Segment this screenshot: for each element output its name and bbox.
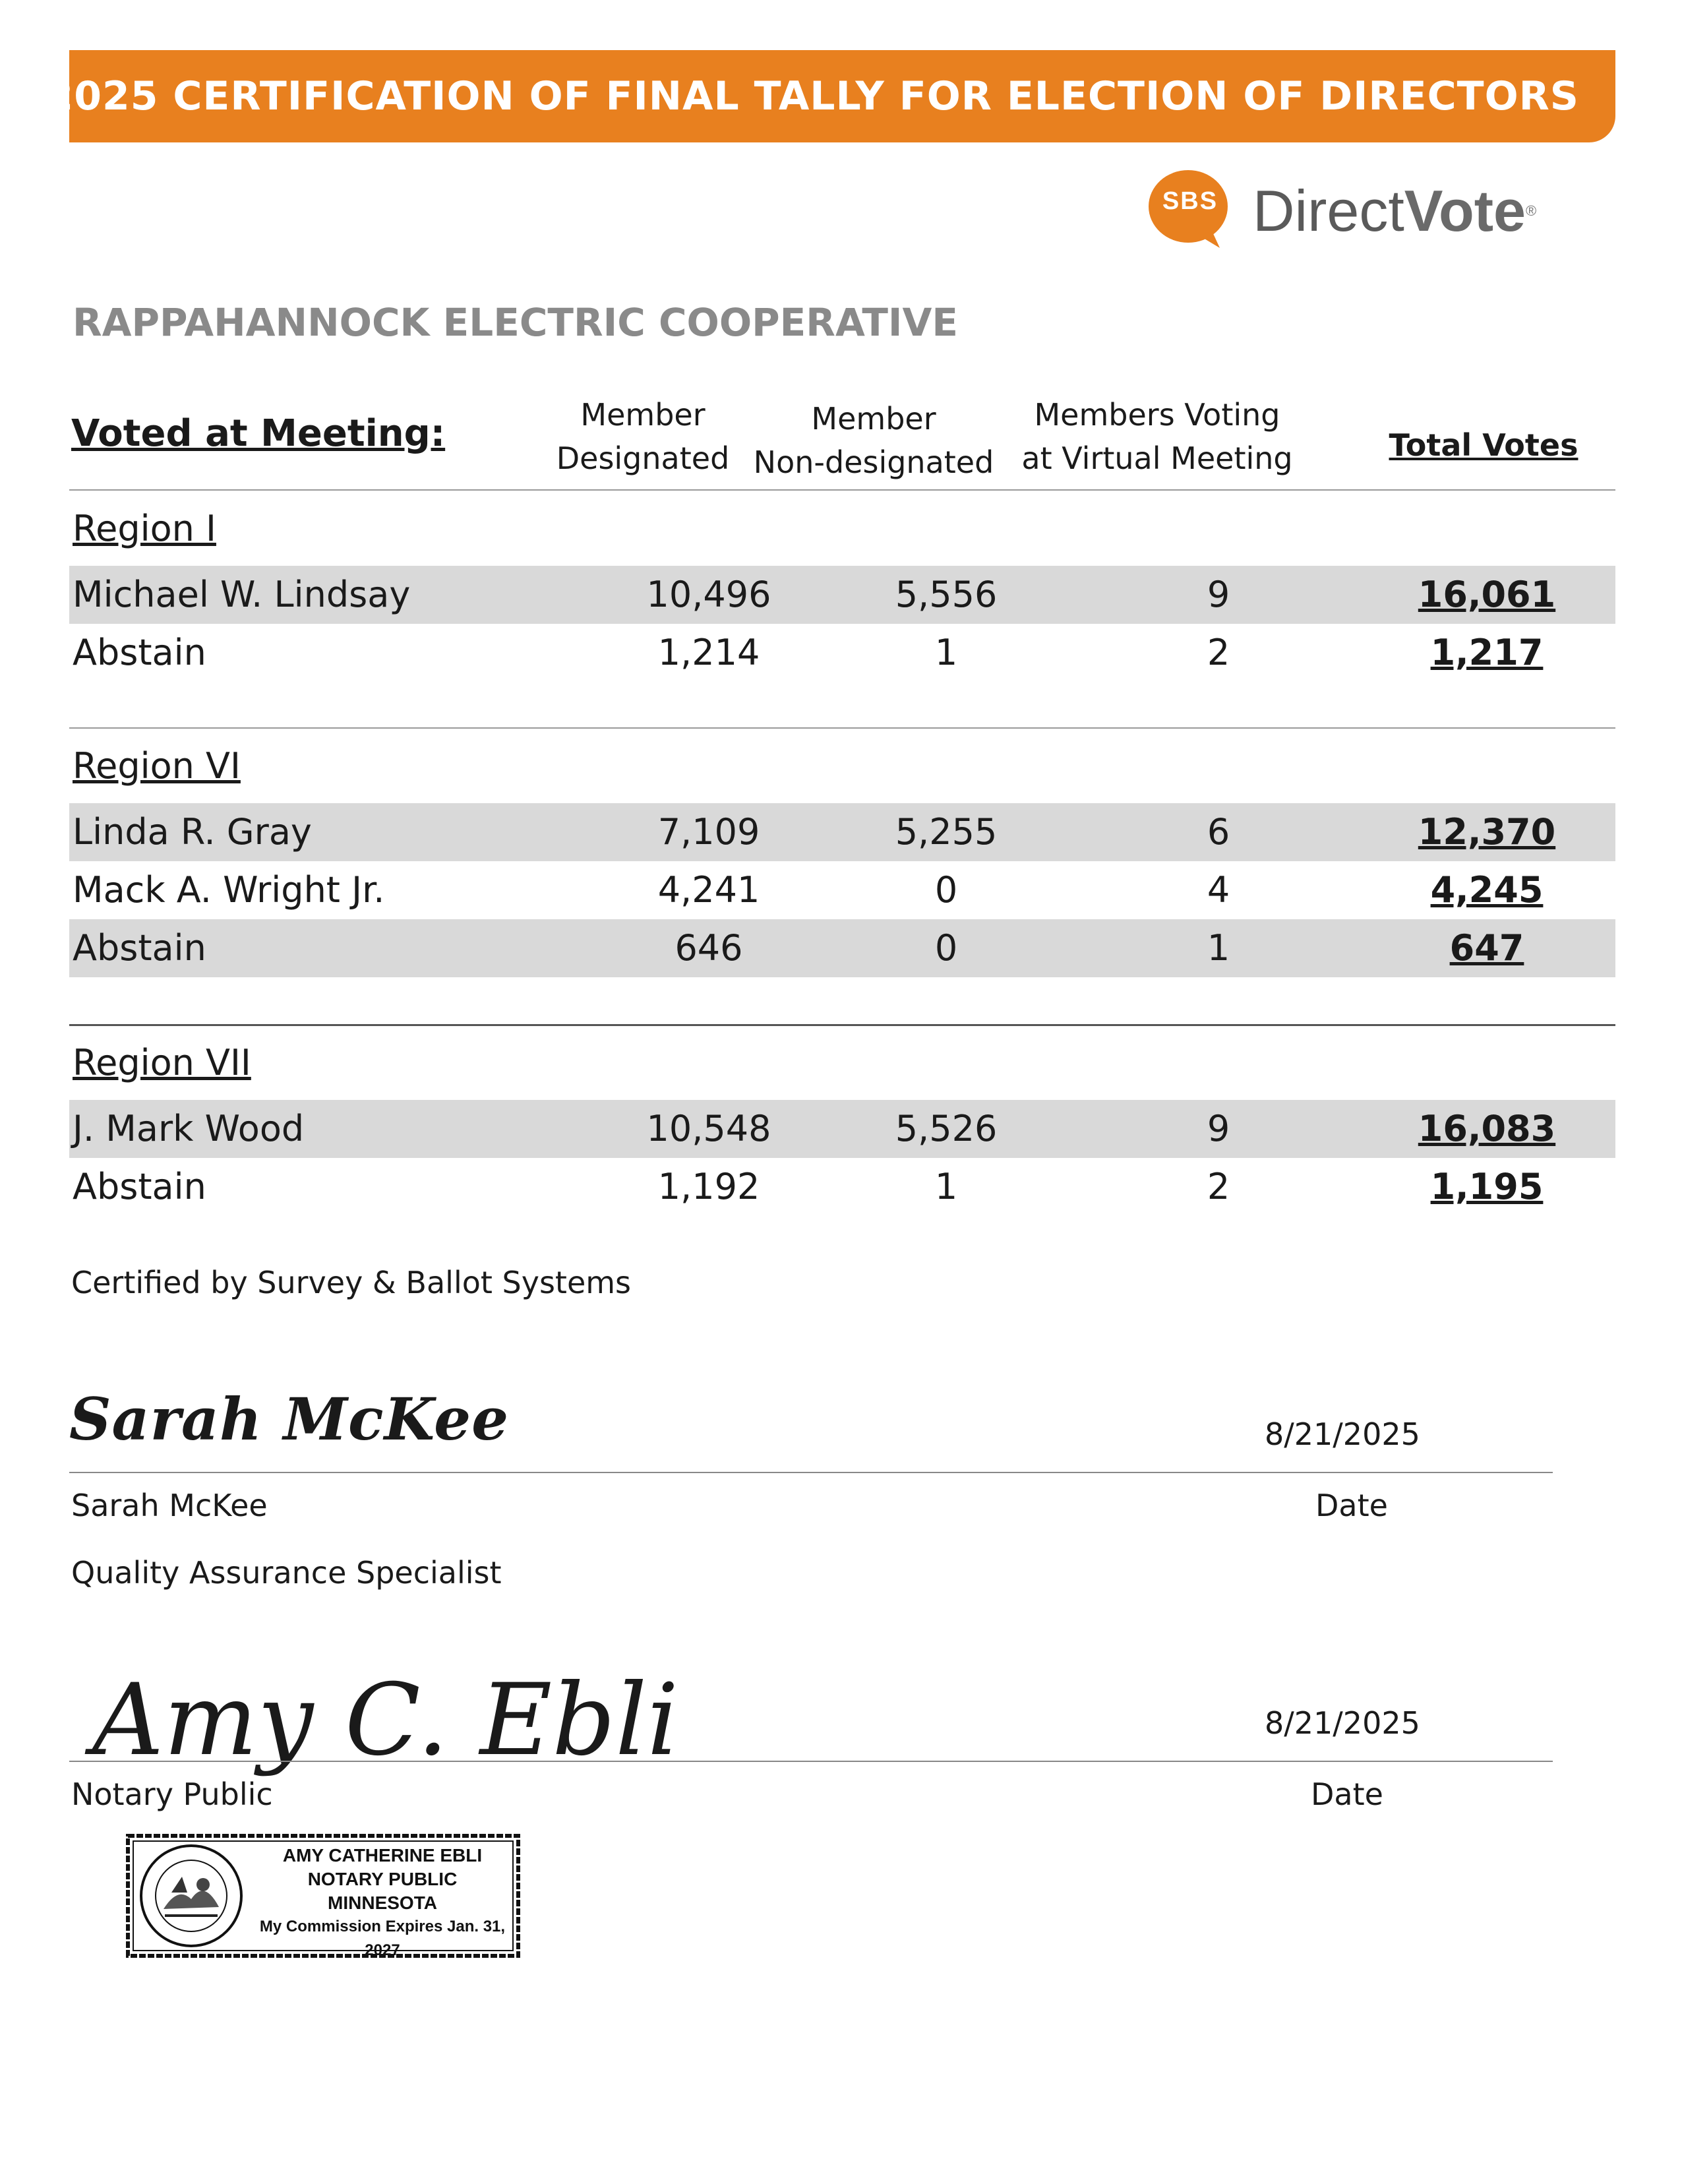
designated-votes: 7,109	[657, 811, 760, 853]
signature-text: Amy C. Ebli	[92, 1663, 679, 1778]
total-votes: 12,370	[1418, 811, 1556, 853]
signer-title: Quality Assurance Specialist	[71, 1555, 502, 1591]
candidate-name: Mack A. Wright Jr.	[73, 869, 385, 911]
column-header-line: Member	[580, 397, 706, 433]
non-designated-votes: 5,556	[895, 574, 998, 615]
total-votes: 16,083	[1418, 1108, 1556, 1149]
virtual-votes: 2	[1207, 1166, 1230, 1207]
notary-seal-stamp	[125, 1833, 521, 1958]
signature-amy-ebli	[92, 1655, 679, 1794]
virtual-votes: 9	[1207, 574, 1230, 615]
designated-votes: 1,214	[657, 632, 760, 673]
virtual-votes: 2	[1207, 632, 1230, 673]
candidate-name: Abstain	[73, 927, 206, 969]
notary-signature-line	[69, 1761, 1553, 1762]
designated-votes: 1,192	[657, 1166, 760, 1207]
virtual-votes: 6	[1207, 811, 1230, 853]
total-votes: 647	[1449, 927, 1524, 969]
total-votes: 4,245	[1430, 869, 1544, 911]
region-heading: Region VII	[73, 1042, 251, 1083]
non-designated-votes: 1	[934, 632, 958, 673]
column-header-line: at Virtual Meeting	[1021, 440, 1293, 476]
column-header-line: Non-designated	[753, 444, 994, 480]
logo-word-light: Direct	[1253, 178, 1404, 243]
table-row	[69, 919, 1615, 977]
directvote-logo	[1147, 170, 1576, 256]
total-votes: 16,061	[1418, 574, 1556, 615]
notary-date-label: Date	[1311, 1776, 1383, 1812]
candidate-name: Abstain	[73, 1166, 206, 1207]
candidate-name: Linda R. Gray	[73, 811, 312, 853]
seal-text	[251, 1844, 514, 1962]
seal-line: My Commission Expires Jan. 31, 2027	[259, 1918, 506, 1959]
signer-name: Sarah McKee	[71, 1488, 268, 1523]
column-header-line: Designated	[556, 440, 730, 476]
designated-votes: 10,496	[646, 574, 771, 615]
column-header-total: Total Votes	[1389, 427, 1578, 463]
column-header-line: Member	[811, 401, 936, 437]
table-row	[69, 861, 1615, 919]
total-votes: 1,217	[1430, 632, 1544, 673]
table-row	[69, 803, 1615, 861]
certified-by: Certified by Survey & Ballot Systems	[71, 1265, 632, 1300]
region-divider	[69, 1024, 1615, 1026]
non-designated-votes: 5,255	[895, 811, 998, 853]
logo-word-bold: Vote	[1404, 178, 1526, 243]
virtual-votes: 9	[1207, 1108, 1230, 1149]
virtual-votes: 4	[1207, 869, 1230, 911]
column-header-non-designated	[748, 397, 999, 484]
table-row	[69, 624, 1615, 682]
signature-sarah-mckee: Sarah McKee	[69, 1385, 510, 1453]
table-row	[69, 1100, 1615, 1158]
non-designated-votes: 0	[934, 869, 958, 911]
designated-votes: 10,548	[646, 1108, 771, 1149]
non-designated-votes: 0	[934, 927, 958, 969]
date-label: Date	[1315, 1488, 1388, 1523]
document-title: 2025 CERTIFICATION OF FINAL TALLY FOR ELECTION OF DIRECTORS	[45, 73, 1579, 119]
title-banner	[45, 50, 1615, 142]
section-label: Voted at Meeting:	[71, 412, 446, 455]
column-header-designated	[547, 393, 738, 480]
non-designated-votes: 5,526	[895, 1108, 998, 1149]
region-divider	[69, 727, 1615, 729]
table-row	[69, 1158, 1615, 1216]
logo-registered: ®	[1525, 202, 1537, 219]
candidate-name: J. Mark Wood	[73, 1108, 305, 1149]
region-heading: Region I	[73, 508, 216, 549]
candidate-name: Abstain	[73, 632, 206, 673]
region-heading: Region VI	[73, 745, 241, 787]
signature-line	[69, 1472, 1553, 1473]
notary-title: Notary Public	[71, 1776, 273, 1812]
notary-date: 8/21/2025	[1265, 1705, 1420, 1741]
seal-line: AMY CATHERINE EBLI	[282, 1845, 483, 1866]
candidate-name: Michael W. Lindsay	[73, 574, 411, 615]
seal-line: MINNESOTA	[328, 1893, 437, 1913]
column-header-line: Members Voting	[1034, 397, 1280, 433]
virtual-votes: 1	[1207, 927, 1230, 969]
total-votes: 1,195	[1430, 1166, 1544, 1207]
seal-line: NOTARY PUBLIC	[307, 1869, 458, 1889]
non-designated-votes: 1	[934, 1166, 958, 1207]
designated-votes: 646	[675, 927, 743, 969]
logo-wordmark	[1253, 178, 1536, 244]
logo-badge-text: SBS	[1162, 187, 1218, 215]
cooperative-name: RAPPAHANNOCK ELECTRIC COOPERATIVE	[73, 300, 958, 345]
header-divider	[69, 489, 1615, 491]
table-row	[69, 566, 1615, 624]
column-header-virtual	[1009, 393, 1306, 480]
signature-date: 8/21/2025	[1265, 1416, 1420, 1452]
designated-votes: 4,241	[657, 869, 760, 911]
